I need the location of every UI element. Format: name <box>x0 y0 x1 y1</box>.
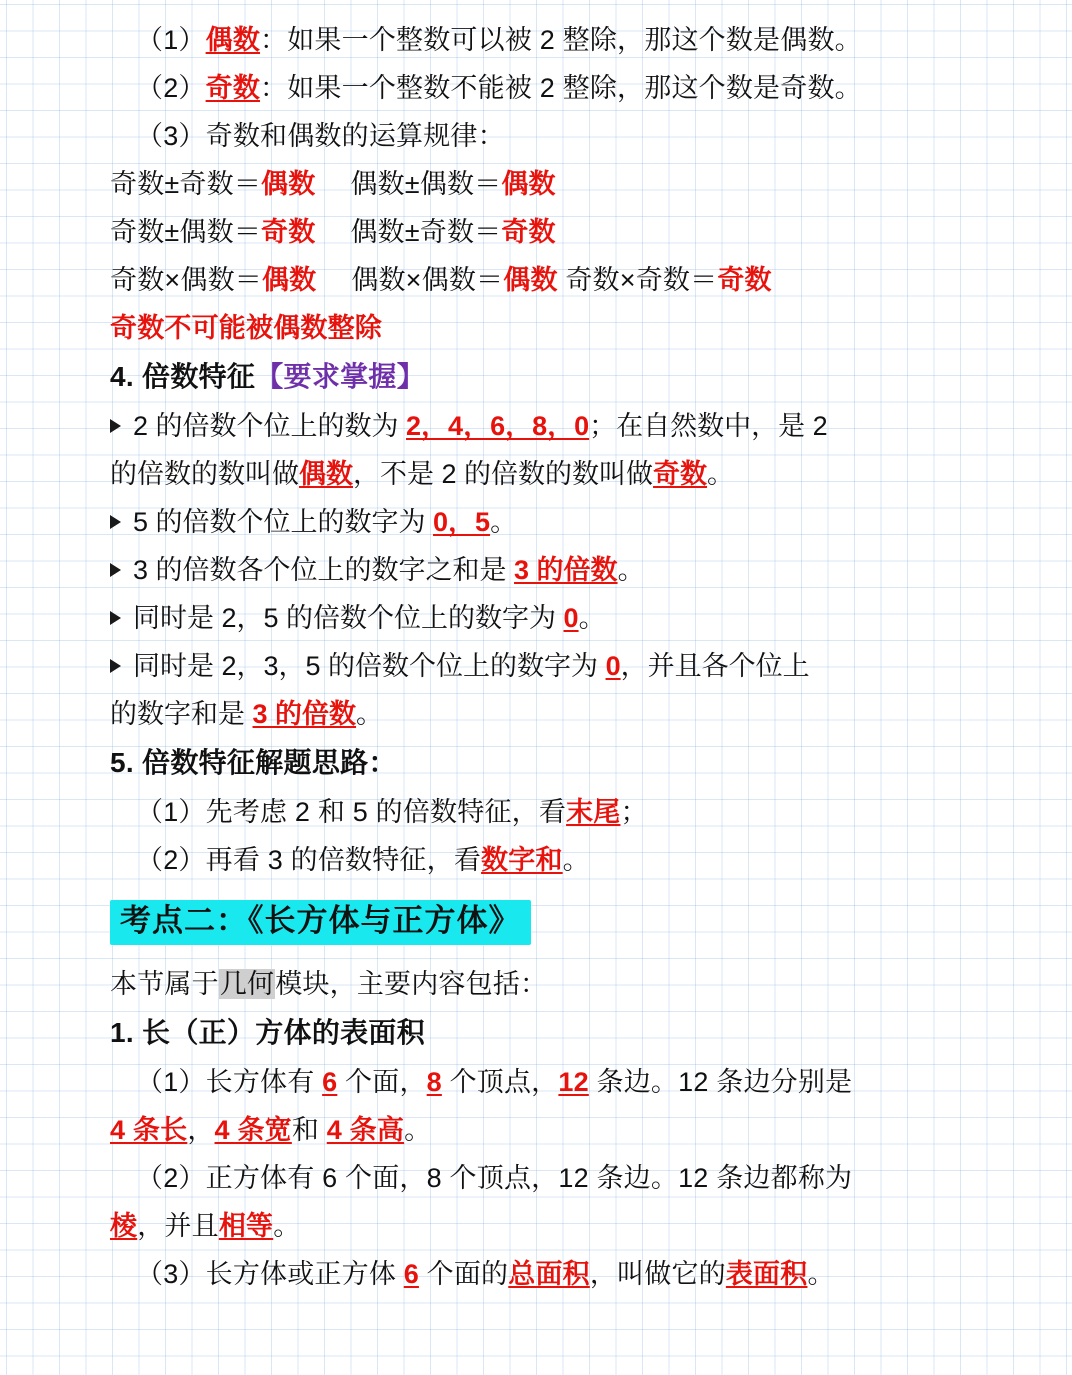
triangle-bullet-icon <box>110 515 121 529</box>
bullet-line-multiple-of-5-0 <box>110 498 1032 546</box>
highlighted-text: 末尾 <box>566 797 621 827</box>
highlighted-text: 奇数 <box>205 73 261 103</box>
text-run: 。 <box>273 1211 301 1241</box>
text-run: （2） <box>136 73 206 103</box>
text-line-rule-intro <box>110 112 1032 160</box>
highlighted-text: 4 条宽 <box>214 1115 292 1145</box>
highlighted-text: 3 的倍数 <box>252 699 357 729</box>
highlighted-text: 偶数 <box>503 265 558 295</box>
surface-area-heading: 1. 长（正）方体的表面积 <box>110 1017 426 1048</box>
text-run: 同时是 2，3，5 的倍数个位上的数字为 <box>133 651 606 681</box>
text-run: 几何 <box>219 969 275 999</box>
text-run: 和 <box>291 1115 327 1145</box>
highlighted-text: 总面积 <box>508 1259 590 1289</box>
highlighted-text: 4 条长 <box>110 1115 188 1145</box>
text-run: 3 的倍数各个位上的数字之和是 <box>133 555 515 585</box>
highlighted-text: 偶数 <box>299 459 353 489</box>
text-run: （1）长方体有 <box>136 1067 323 1097</box>
bullet-line-multiple-of-2-3-5-0 <box>110 642 1032 690</box>
text-run: ； <box>620 797 648 827</box>
section-5-heading: 5. 倍数特征解题思路： <box>110 747 397 778</box>
text-line-cube-faces-1 <box>110 1202 1032 1250</box>
text-run: ；在自然数中，是 2 <box>589 411 828 441</box>
text-run: 奇数×偶数＝ <box>110 265 262 295</box>
text-run: （1）先考虑 2 和 5 的倍数特征，看 <box>136 797 567 827</box>
solution-steps <box>110 788 1032 884</box>
text-run: ，不是 2 的倍数的数叫做 <box>353 459 654 489</box>
exam-point-2-title: 考点二：《长方体与正方体》 <box>110 900 531 945</box>
highlighted-text: 0，5 <box>433 507 491 537</box>
highlighted-text: 偶数 <box>205 25 261 55</box>
text-line-rule-2 <box>110 208 1032 256</box>
multiple-feature-bullets <box>110 402 1032 738</box>
text-run: ：如果一个整数可以被 2 整除，那这个数是偶数。 <box>260 25 862 55</box>
exam-point-2-title-row <box>110 884 1032 960</box>
text-run: （3）长方体或正方体 <box>136 1259 404 1289</box>
highlighted-text: 12 <box>558 1067 589 1097</box>
text-line-odd-def <box>110 64 1032 112</box>
text-run: 。 <box>617 555 645 585</box>
text-run: 条边。12 条边分别是 <box>588 1067 853 1097</box>
text-run: 。 <box>707 459 735 489</box>
text-run: 偶数±奇数＝ <box>315 217 502 247</box>
triangle-bullet-icon <box>110 611 121 625</box>
text-run: 。 <box>578 603 606 633</box>
text-line-rule-4 <box>110 304 1032 352</box>
text-run: ，叫做它的 <box>589 1259 726 1289</box>
text-line-even-def <box>110 16 1032 64</box>
text-run: 。 <box>562 845 590 875</box>
text-line-rule-3 <box>110 256 1032 304</box>
highlighted-text: 4 条高 <box>326 1115 405 1145</box>
text-run: 模块，主要内容包括： <box>275 969 548 999</box>
text-run: 。 <box>807 1259 835 1289</box>
text-run: 奇数±偶数＝ <box>110 217 262 247</box>
text-run: 个面， <box>337 1067 427 1097</box>
text-line-rule-1 <box>110 160 1032 208</box>
bullet-line-multiple-of-2-3-5-1 <box>110 690 1032 738</box>
text-run: 本节属于 <box>110 969 219 999</box>
surface-area-items <box>110 1058 1032 1298</box>
highlighted-text: 相等 <box>218 1211 274 1241</box>
text-run: 的数字和是 <box>110 699 253 729</box>
text-line-surface-area-def-0 <box>110 1250 1032 1298</box>
text-run: 4. 倍数特征 <box>110 361 256 392</box>
text-run: （2）再看 3 的倍数特征，看 <box>136 845 482 875</box>
exam-point-2-intro <box>110 960 1032 1008</box>
bullet-line-multiple-of-2-and-5-0 <box>110 594 1032 642</box>
highlighted-text: 0 <box>563 603 579 633</box>
text-line-step-2 <box>110 836 1032 884</box>
highlighted-text: 奇数不可能被偶数整除 <box>110 313 382 343</box>
bullet-line-multiple-of-2-0 <box>110 402 1032 450</box>
text-run: （3）奇数和偶数的运算规律： <box>136 121 505 151</box>
text-run: 个顶点， <box>441 1067 559 1097</box>
text-run: 5 的倍数个位上的数字为 <box>133 507 434 537</box>
section-4-heading <box>110 352 1032 402</box>
text-run: 同时是 2，5 的倍数个位上的数字为 <box>133 603 564 633</box>
highlighted-text: 奇数 <box>653 459 708 489</box>
text-run: 个面的 <box>418 1259 509 1289</box>
text-run: 的倍数的数叫做 <box>110 459 299 489</box>
triangle-bullet-icon <box>110 419 121 433</box>
text-run: 2 的倍数个位上的数为 <box>133 411 407 441</box>
text-run: 。 <box>404 1115 432 1145</box>
highlighted-text: 奇数 <box>261 217 316 247</box>
highlighted-text: 偶数 <box>501 169 556 199</box>
bullet-line-multiple-of-3-0 <box>110 546 1032 594</box>
highlighted-text: 0 <box>605 651 621 681</box>
bullet-line-multiple-of-2-1 <box>110 450 1032 498</box>
text-run: 奇数×奇数＝ <box>557 265 718 295</box>
text-run: 奇数±奇数＝ <box>110 169 262 199</box>
highlighted-text: 3 的倍数 <box>514 555 618 585</box>
highlighted-text: 奇数 <box>717 265 772 295</box>
text-line-cube-faces-0 <box>110 1154 1032 1202</box>
text-run: 偶数±偶数＝ <box>315 169 502 199</box>
highlighted-text: 6 <box>403 1259 419 1289</box>
text-run: 【要求掌握】 <box>255 361 426 392</box>
highlighted-text: 6 <box>322 1067 338 1097</box>
highlighted-text: 数字和 <box>481 845 563 875</box>
text-run: 。 <box>356 699 384 729</box>
text-run: （1） <box>136 25 206 55</box>
text-run: 。 <box>490 507 518 537</box>
highlighted-text: 2，4，6，8，0 <box>406 411 590 441</box>
text-run: （2）正方体有 6 个面，8 个顶点，12 条边。12 条边都称为 <box>136 1163 853 1193</box>
highlighted-text: 棱 <box>110 1211 138 1241</box>
text-run: ，并且各个位上 <box>620 651 810 681</box>
text-run: ， <box>187 1115 215 1145</box>
text-line-cuboid-faces-0 <box>110 1058 1032 1106</box>
triangle-bullet-icon <box>110 659 121 673</box>
highlighted-text: 偶数 <box>261 265 317 295</box>
highlighted-text: 奇数 <box>501 217 556 247</box>
highlighted-text: 表面积 <box>725 1259 808 1289</box>
text-run: ，并且 <box>137 1211 219 1241</box>
text-line-step-1 <box>110 788 1032 836</box>
text-line-cuboid-faces-1 <box>110 1106 1032 1154</box>
triangle-bullet-icon <box>110 563 121 577</box>
text-run: ：如果一个整数不能被 2 整除，那这个数是奇数。 <box>260 73 862 103</box>
highlighted-text: 8 <box>426 1067 442 1097</box>
odd-even-definitions <box>110 16 1032 352</box>
text-run: 偶数×偶数＝ <box>316 265 504 295</box>
highlighted-text: 偶数 <box>261 169 316 199</box>
